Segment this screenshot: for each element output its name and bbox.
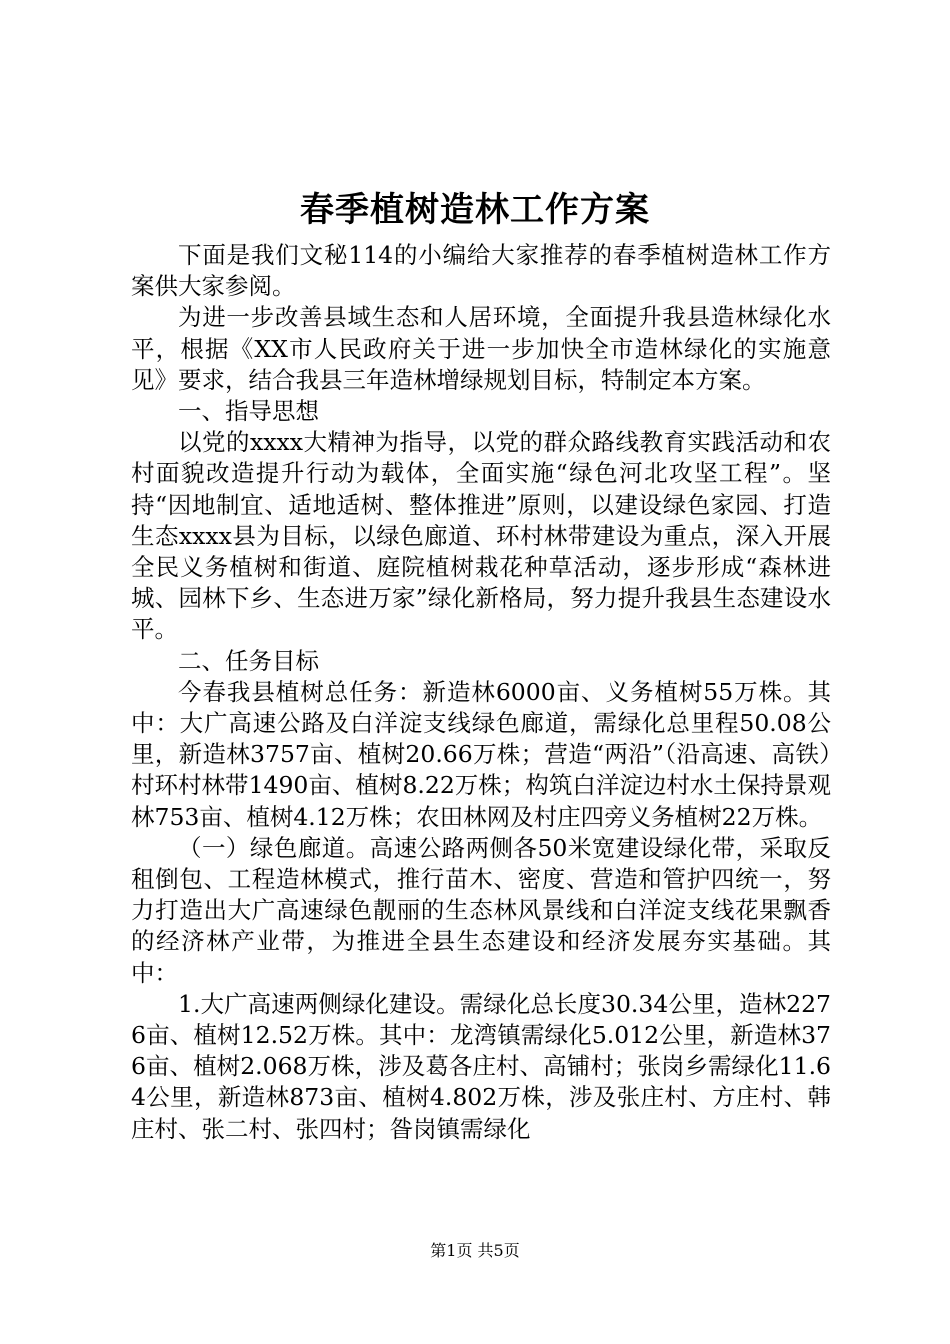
paragraph-daguang-expressway: 1.大广高速两侧绿化建设。需绿化总长度30.34公里，造林2276亩、植树12.52万株。其中：龙湾镇需绿化5.012公里，新造林376亩、植树2.068万株，涉及葛各庄村、高铺村；张岗乡需绿化11.64公里，新造林873亩、植树4.802万株，涉及张庄村、方庄村、韩庄村、张二村、张四村；昝岗镇需绿化 bbox=[131, 989, 831, 1143]
section-heading-guiding-ideology: 一、指导思想 bbox=[178, 397, 319, 426]
document-title: 春季植树造林工作方案 bbox=[300, 190, 650, 230]
document-body bbox=[131, 240, 831, 1145]
page-footer: 第1页 共5页 bbox=[430, 1241, 520, 1260]
paragraph-green-corridor: （一）绿色廊道。高速公路两侧各50米宽建设绿化带，采取反租倒包、工程造林模式，推行苗木、密度、营造和管护四统一，努力打造出大广高速绿色靓丽的生态林风景线和白洋淀支线花果飘香的经济林产业带，为推进全县生态建设和经济发展夯实基础。其中： bbox=[131, 833, 831, 987]
section-heading-task-goals: 二、任务目标 bbox=[178, 646, 319, 675]
paragraph-guiding-ideology: 以党的xxxx大精神为指导，以党的群众路线教育实践活动和农村面貌改造提升行动为载体，全面实施“绿色河北攻坚工程”。坚持“因地制宜、适地适树、整体推进”原则，以建设绿色家园、打造生态xxxx县为目标，以绿色廊道、环村林带建设为重点，深入开展全民义务植树和街道、庭院植树栽花种草活动，逐步形成“森林进城、园林下乡、生态进万家”绿化新格局，努力提升我县生态建设水平。 bbox=[131, 428, 831, 644]
paragraph-intro: 下面是我们文秘114的小编给大家推荐的春季植树造林工作方案供大家参阅。 bbox=[131, 241, 831, 301]
paragraph-purpose: 为进一步改善县域生态和人居环境，全面提升我县造林绿化水平，根据《XX市人民政府关于进一步加快全市造林绿化的实施意见》要求，结合我县三年造林增绿规划目标，特制定本方案。 bbox=[131, 303, 831, 394]
paragraph-task-goals: 今春我县植树总任务：新造林6000亩、义务植树55万株。其中：大广高速公路及白洋淀支线绿色廊道，需绿化总里程50.08公里，新造林3757亩、植树20.66万株；营造“两沿”（沿高速、高铁）村环村林带1490亩、植树8.22万株；构筑白洋淀边村水土保持景观林753亩、植树4.12万株；农田林网及村庄四旁义务植树22万株。 bbox=[131, 677, 831, 831]
